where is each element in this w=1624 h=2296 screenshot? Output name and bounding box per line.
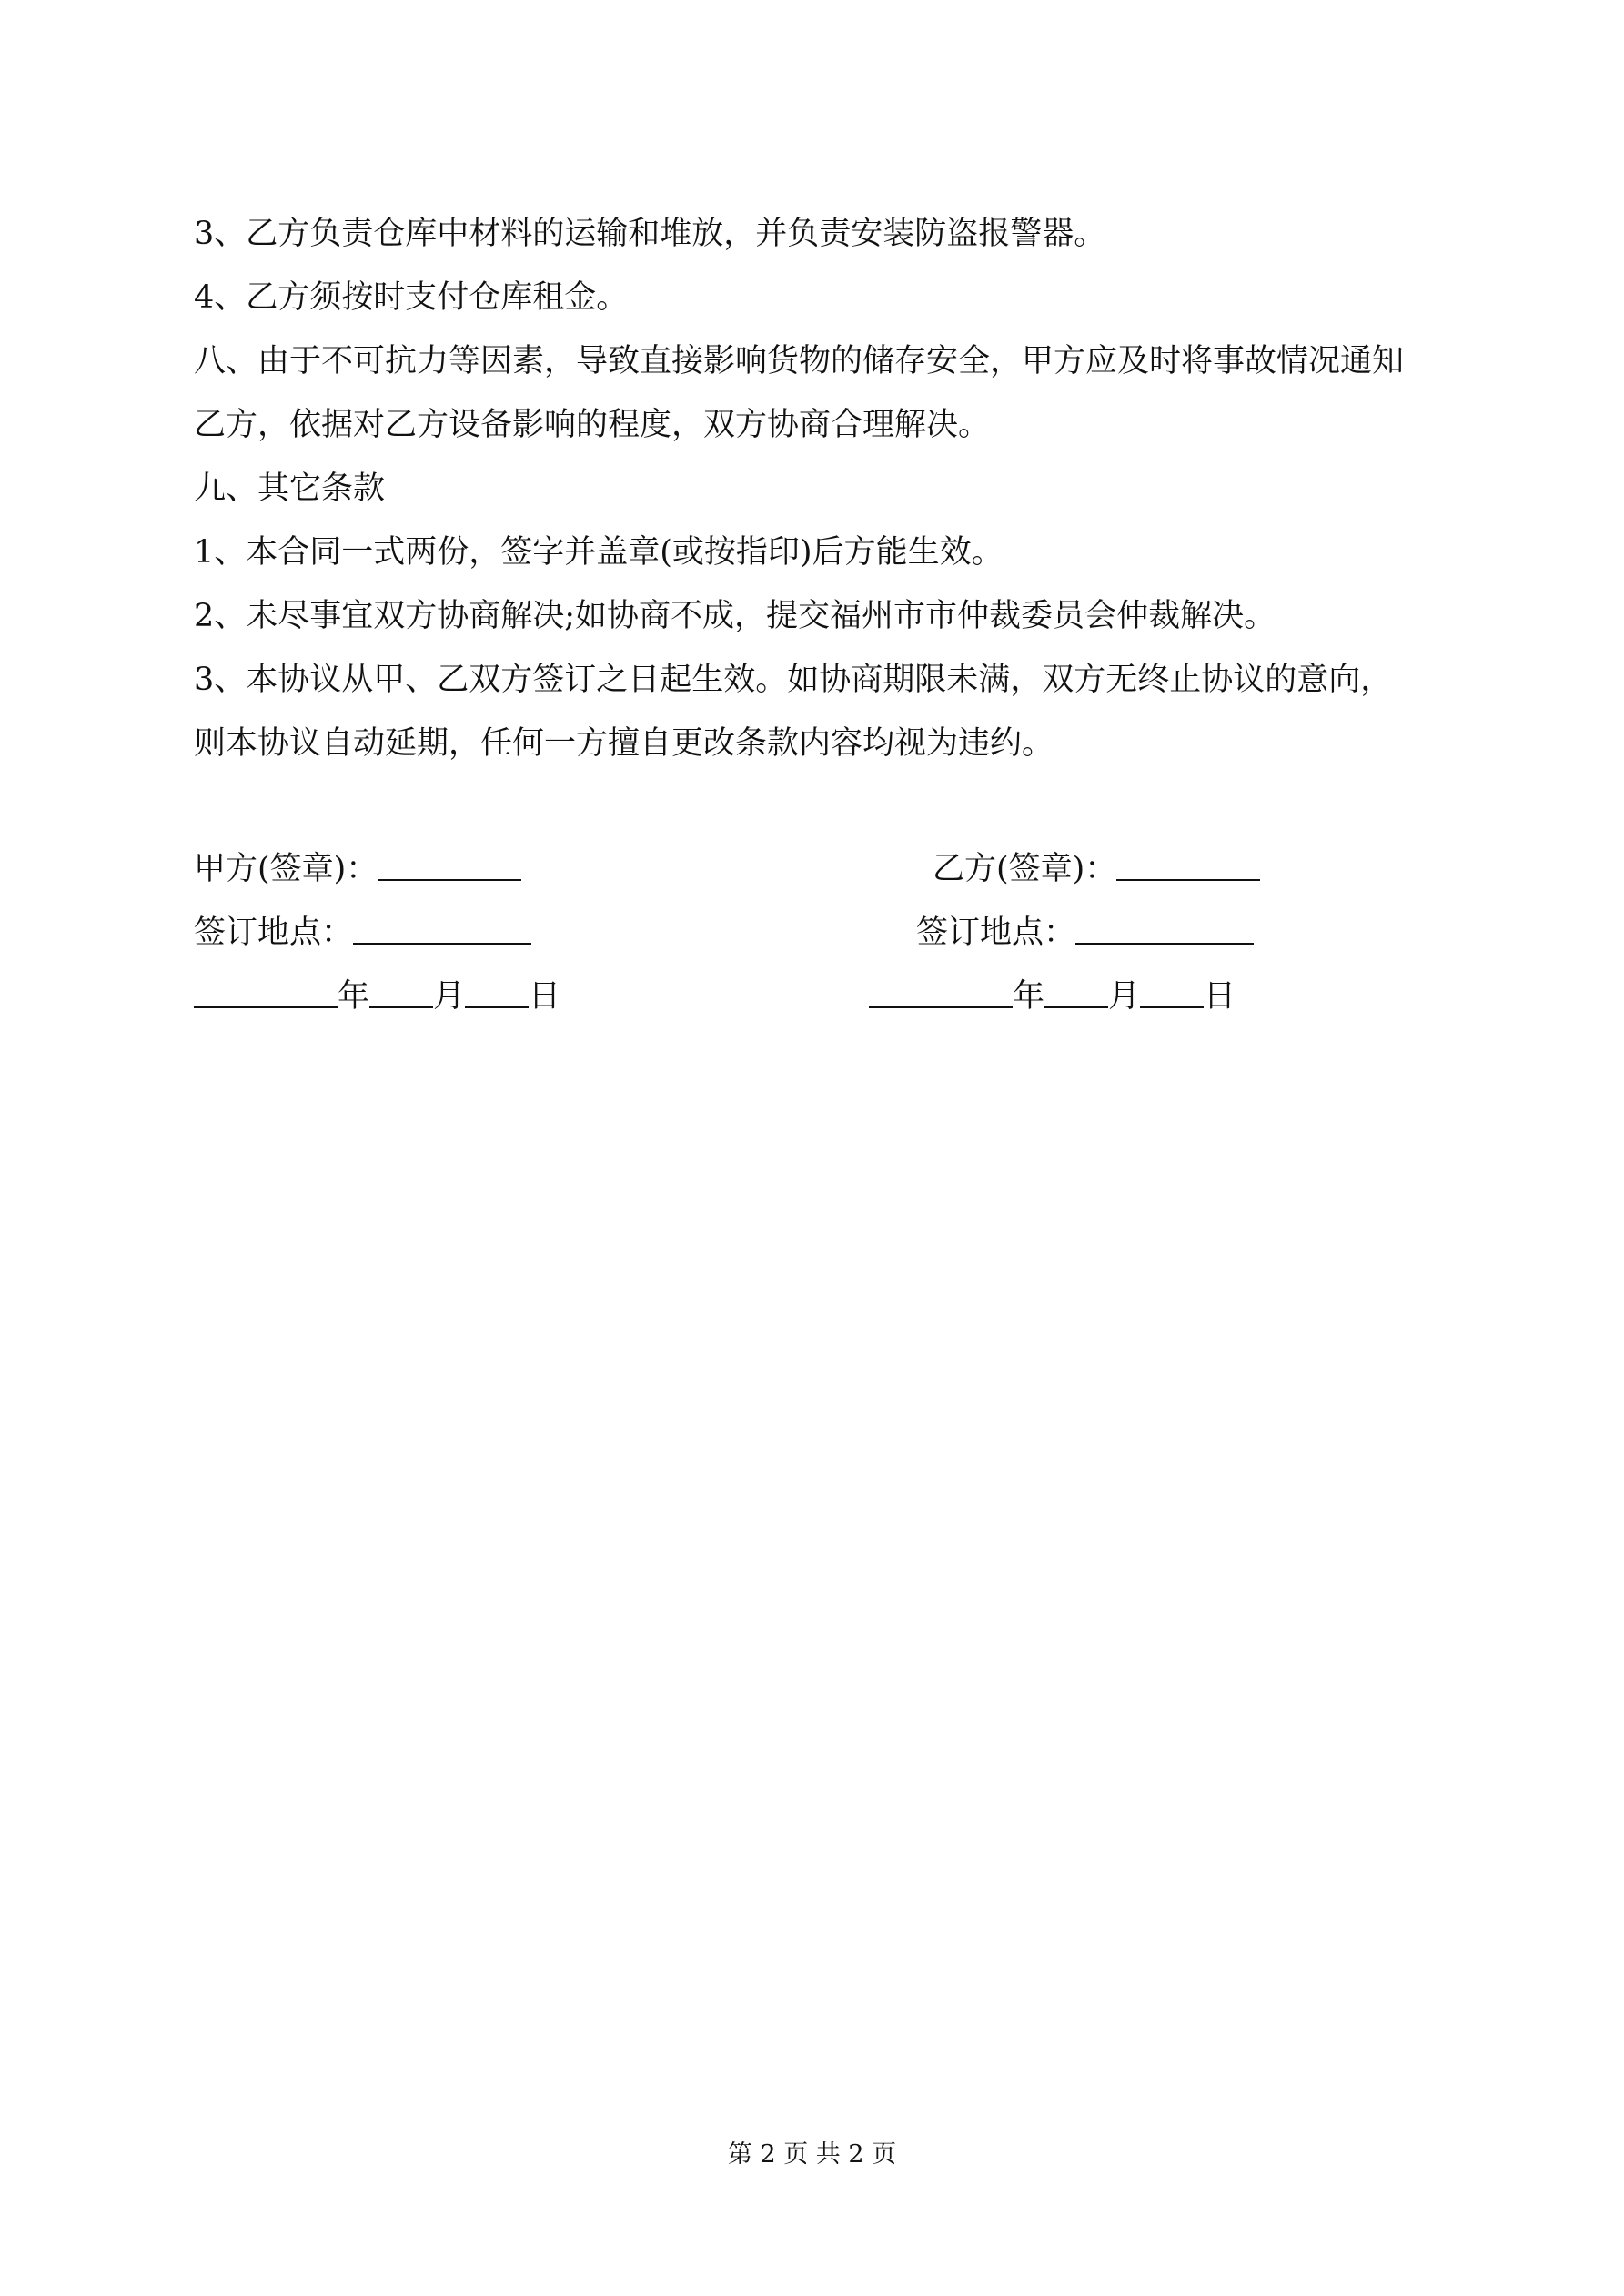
- party-b-sign-label: 乙方(签章)：: [933, 851, 1117, 887]
- party-a-month-blank: [369, 974, 433, 1008]
- page-footer: [0, 2137, 1624, 2173]
- clause-paragraph: 1、本合同一式两份，签字并盖章(或按指印)后方能生效。: [194, 534, 1004, 571]
- party-b-place-row: [916, 901, 1254, 965]
- party-b-month-label: 月: [1108, 978, 1141, 1015]
- clause-paragraph: 4、乙方须按时支付仓库租金。: [194, 279, 629, 316]
- party-b-sign-row: [933, 837, 1260, 901]
- party-a-sign-row: [194, 837, 560, 901]
- clause-paragraph: 则本协议自动延期，任何一方擅自更改条款内容均视为违约。: [194, 725, 1054, 762]
- contract-body: [194, 202, 1449, 775]
- party-b-month-blank: [1044, 974, 1108, 1008]
- party-a-place-blank: [353, 910, 531, 945]
- party-a-sign-blank: [378, 846, 521, 881]
- party-a-place-label: 签订地点：: [194, 915, 354, 951]
- page-number: 第 2 页 共 2 页: [727, 2140, 897, 2169]
- clause-paragraph: 乙方，依据对乙方设备影响的程度，双方协商合理解决。: [194, 407, 991, 443]
- party-a-date-row: [194, 965, 560, 1028]
- party-b-place-block: [916, 901, 1254, 965]
- party-b-year-label: 年: [1013, 978, 1045, 1015]
- section-heading: 九、其它条款: [194, 470, 386, 507]
- party-a-day-blank: [465, 974, 529, 1008]
- clause-paragraph: 八、由于不可抗力等因素，导致直接影响货物的储存安全，甲方应及时将事故情况通知: [194, 343, 1405, 379]
- party-a-year-blank: [194, 974, 338, 1008]
- party-b-day-blank: [1140, 974, 1204, 1008]
- party-b-day-label: 日: [1204, 978, 1236, 1015]
- party-a-year-label: 年: [338, 978, 370, 1015]
- party-b-signature-block: [933, 837, 1260, 901]
- party-a-place-row: [194, 901, 560, 965]
- party-a-day-label: 日: [529, 978, 561, 1015]
- clause-paragraph: 2、未尽事宜双方协商解决;如协商不成，提交福州市市仲裁委员会仲裁解决。: [194, 598, 1276, 634]
- clause-paragraph: 3、乙方负责仓库中材料的运输和堆放，并负责安装防盗报警器。: [194, 216, 1106, 252]
- party-a-signature-block: [194, 837, 560, 1028]
- clause-paragraph: 3、本协议从甲、乙双方签订之日起生效。如协商期限未满，双方无终止协议的意向，: [194, 662, 1393, 698]
- party-a-sign-label: 甲方(签章)：: [194, 851, 378, 887]
- party-b-place-blank: [1075, 910, 1254, 945]
- party-b-sign-blank: [1116, 846, 1260, 881]
- party-b-date-block: [869, 965, 1236, 1028]
- party-b-place-label: 签订地点：: [916, 915, 1076, 951]
- party-b-date-row: [869, 965, 1236, 1028]
- party-b-year-blank: [869, 974, 1013, 1008]
- party-a-month-label: 月: [433, 978, 466, 1015]
